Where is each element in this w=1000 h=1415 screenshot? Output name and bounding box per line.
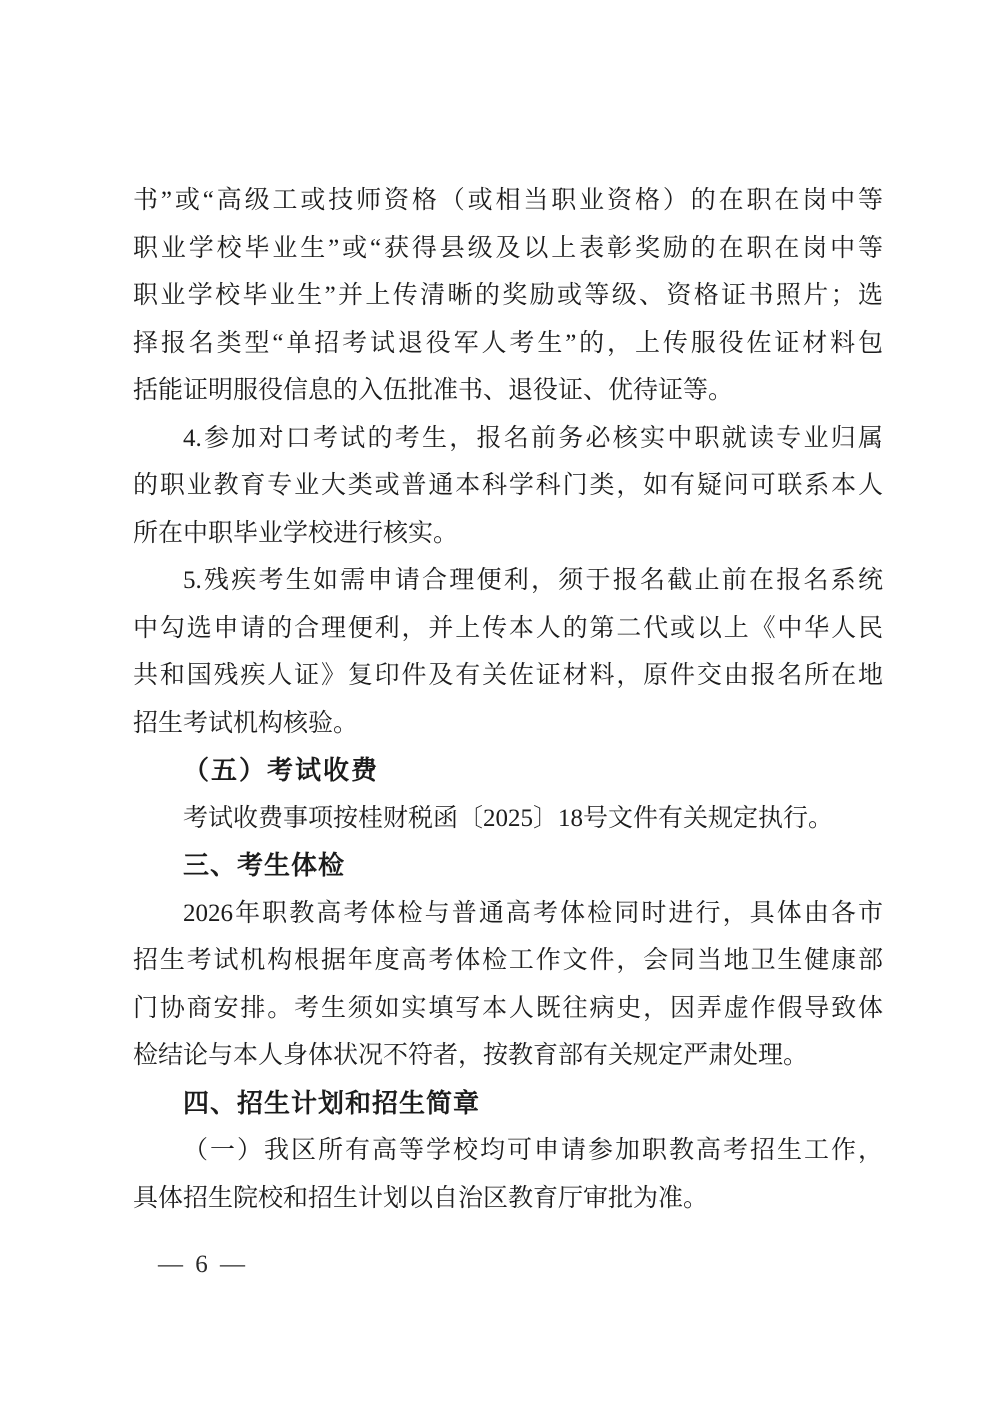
subsection-heading: （五）考试收费 [183, 756, 380, 785]
page-number: — 6 — [158, 1251, 248, 1278]
text-line: 2026年职教高考体检与普通高考体检同时进行，具体由各市 [183, 899, 883, 927]
text-line: 共和国残疾人证》复印件及有关佐证材料，原件交由报名所在地 [133, 662, 883, 689]
text-line: （一）我区所有高等学校均可申请参加职教高考招生工作， [183, 1137, 883, 1164]
text-line: 4.参加对口考试的考生，报名前务必核实中职就读专业归属 [183, 424, 883, 452]
text-line: 职业学校毕业生”或“获得县级及以上表彰奖励的在职在岗中等 [133, 234, 883, 262]
text-line: 检结论与本人身体状况不符者，按教育部有关规定严肃处理。 [133, 1042, 809, 1069]
text-line: 5.残疾考生如需申请合理便利，须于报名截止前在报名系统 [183, 567, 883, 594]
text-line: 括能证明服役信息的入伍批准书、退役证、优待证等。 [133, 377, 734, 404]
text-line: 招生考试机构核验。 [133, 709, 359, 737]
text-line: 门协商安排。考生须如实填写本人既往病史，因弄虚作假导致体 [133, 994, 883, 1022]
text-line: 的职业教育专业大类或普通本科学科门类，如有疑问可联系本人 [133, 472, 883, 499]
text-line: 择报名类型“单招考试退役军人考生”的，上传服役佐证材料包 [133, 329, 883, 357]
text-line: 书”或“高级工或技师资格（或相当职业资格）的在职在岗中等 [133, 187, 883, 214]
document-body [133, 177, 883, 1222]
section-heading-4: 四、招生计划和招生简章 [183, 1087, 481, 1118]
text-line: 招生考试机构根据年度高考体检工作文件，会同当地卫生健康部 [133, 947, 883, 974]
text-line: 具体招生院校和招生计划以自治区教育厅审批为准。 [133, 1184, 709, 1212]
text-line: 所在中职毕业学校进行核实。 [133, 519, 459, 547]
text-line: 职业学校毕业生”并上传清晰的奖励或等级、资格证书照片；选 [133, 282, 883, 309]
section-heading-3: 三、考生体检 [183, 850, 346, 880]
text-line: 考试收费事项按桂财税函〔2025〕18号文件有关规定执行。 [183, 804, 834, 832]
text-line: 中勾选申请的合理便利，并上传本人的第二代或以上《中华人民 [133, 614, 883, 642]
